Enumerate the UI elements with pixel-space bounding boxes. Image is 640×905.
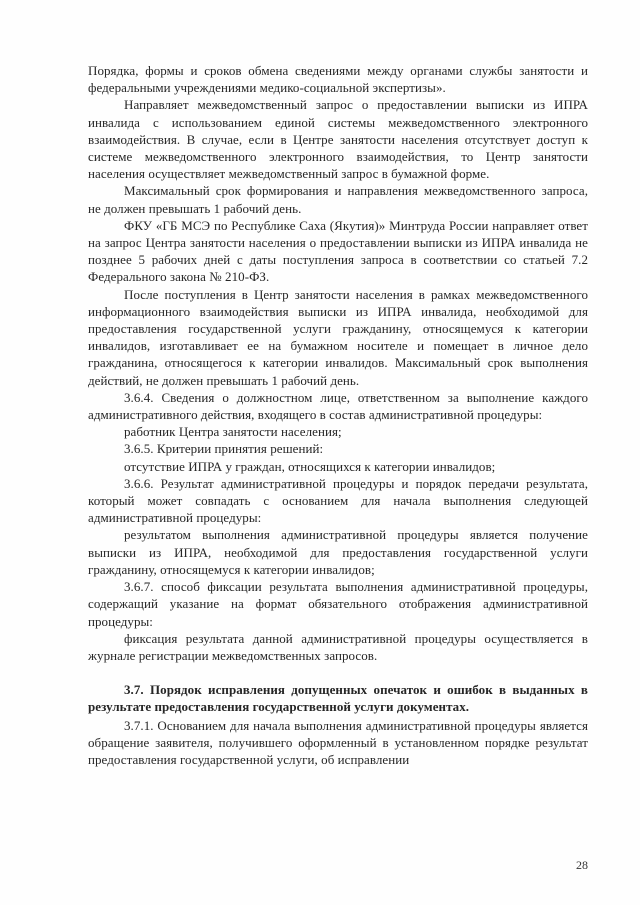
paragraph: 3.6.5. Критерии принятия решений: [124,441,324,457]
paragraph: Порядка, формы и сроков обмена сведениями между органами службы занятости и федеральными учреждениями медико-социальной экспертизы». [88,63,588,96]
paragraph: результатом выполнения административной процедуры является получение выписки из ИПРА, необходимой для предоставления государственной услуги гражданину, относящемуся к категории инвалидов; [88,527,588,577]
paragraph: отсутствие ИПРА у граждан, относящихся к категории инвалидов; [124,458,496,474]
paragraph: ФКУ «ГБ МСЭ по Республике Саха (Якутия)» Минтруда России направляет ответ на запрос Центра занятости населения о предоставлении выписки из ИПРА инвалида не позднее 5 рабочих дней с даты поступления запроса в соответствии со статьей 7.2 Федерального закона № 210-ФЗ. [88,217,588,285]
paragraph: 3.6.4. Сведения о должностном лице, ответственном за выполнение каждого административного действия, входящего в состав административной процедуры: [88,389,588,423]
paragraph: Максимальный срок формирования и направления межведомственного запроса, не должен превышать 1 рабочий день. [88,183,588,216]
paragraph: 3.6.6. Результат административной процедуры и порядок передачи результата, который может совпадать с основанием для начала выполнения следующей административной процедуры: [88,475,588,526]
page-number: 28 [576,858,588,872]
paragraph: фиксация результата данной административной процедуры осуществляется в журнале регистрации межведомственных запросов. [88,630,588,663]
section-heading: 3.7. Порядок исправления допущенных опечаток и ошибок в выданных в результате предоставления государственной услуги документах. [88,682,588,715]
paragraph: 3.6.7. способ фиксации результата выполнения административной процедуры, содержащий указание на формат обязательного отображения административной процедуры: [88,579,588,629]
paragraph: Направляет межведомственный запрос о предоставлении выписки из ИПРА инвалида с использованием единой системы межведомственного электронного взаимодействия. В случае, если в Центре занятости населения отсутствует доступ к системе межведомственного электронного взаимодействия, то Центр занятости населения осуществляет межведомственный запрос в бумажной форме. [88,97,588,182]
paragraph: 3.7.1. Основанием для начала выполнения административной процедуры является обращение заявителя, получившего оформленный в установленном порядке результат предоставления государственной услуги, об исправлении [88,717,588,767]
paragraph: работник Центра занятости населения; [124,424,342,440]
body-text [88,62,588,768]
paragraph: После поступления в Центр занятости населения в рамках межведомственного информационного взаимодействия выписки из ИПРА инвалида, необходимой для предоставления государственной услуги гражданину, относящемуся к категории инвалидов, изготавливает ее на бумажном носителе и помещает в личное дело гражданина, относящегося к категории инвалидов. Максимальный срок выполнения действий, не должен превышать 1 рабочий день. [88,286,588,388]
